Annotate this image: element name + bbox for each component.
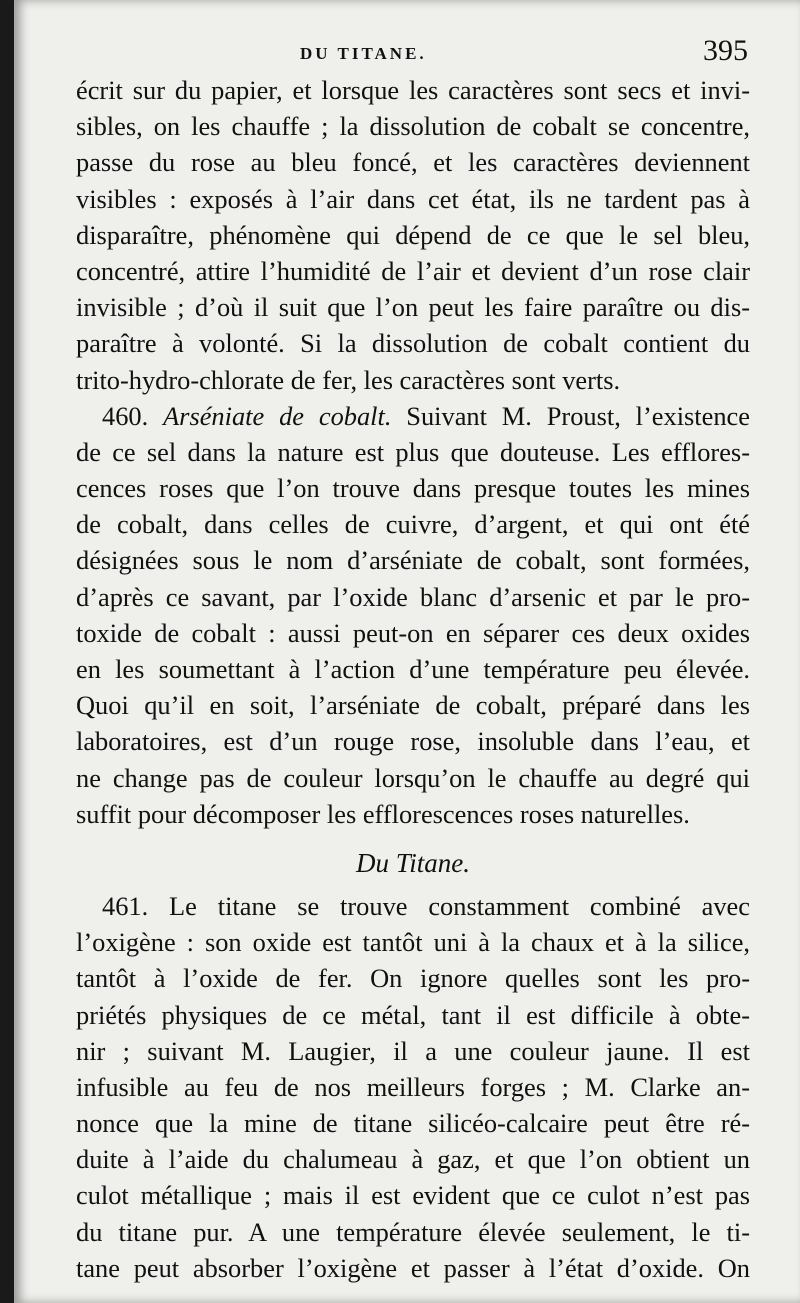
article-title: Arséniate de cobalt. bbox=[163, 400, 392, 431]
text-line: de ce sel dans la nature est plus que douteuse. Les efflores- bbox=[76, 436, 750, 467]
text-line: cences roses que l’on trouve dans presque toutes les mines bbox=[76, 473, 750, 504]
text-fragment: Suivant M. Proust, l’existence bbox=[406, 400, 750, 431]
text-line: du titane pur. A une température élevée seulement, le ti- bbox=[76, 1216, 750, 1247]
page-number: 395 bbox=[703, 34, 748, 67]
text-line: duite à l’aide du chalumeau à gaz, et que l’on obtient un bbox=[76, 1144, 750, 1175]
running-title: DU TITANE. bbox=[300, 44, 427, 63]
section-title: Du Titane. bbox=[355, 847, 470, 878]
text-line: désignées sous le nom d’arséniate de cobalt, sont formées, bbox=[76, 545, 750, 576]
text-line: tantôt à l’oxide de fer. On ignore quelles sont les pro- bbox=[76, 963, 750, 994]
text-line: priétés physiques de ce métal, tant il est difficile à obte- bbox=[76, 999, 750, 1030]
text-line: Quoi qu’il en soit, l’arséniate de cobalt, préparé dans les bbox=[76, 690, 750, 721]
text-line: nonce que la mine de titane silicéo-calcaire peut être ré- bbox=[76, 1108, 750, 1139]
text-line: laboratoires, est d’un rouge rose, insoluble dans l’eau, et bbox=[76, 726, 750, 757]
body-text bbox=[76, 72, 750, 1286]
text-line: visibles : exposés à l’air dans cet état, ils ne tardent pas à bbox=[76, 183, 750, 214]
text-line: disparaître, phénomène qui dépend de ce que le sel bleu, bbox=[76, 219, 750, 250]
paragraph-461-first-line bbox=[76, 888, 750, 924]
text-line: nir ; suivant M. Laugier, il a une couleur jaune. Il est bbox=[76, 1035, 750, 1066]
text-line: trito-hydro-chlorate de fer, les caractères sont verts. bbox=[76, 364, 621, 395]
text-line: l’oxigène : son oxide est tantôt uni à la chaux et à la silice, bbox=[76, 927, 750, 958]
text-line: suffit pour décomposer les efflorescences roses naturelles. bbox=[76, 798, 690, 829]
text-line: sibles, on les chauffe ; la dissolution de cobalt se concentre, bbox=[76, 111, 750, 142]
paragraph-460-first-line bbox=[76, 398, 750, 434]
text-line: culot métallique ; mais il est evident que ce culot n’est pas bbox=[76, 1180, 750, 1211]
text-line: en les soumettant à l’action d’une température peu élevée. bbox=[76, 654, 750, 684]
paragraph-number: 460. bbox=[102, 400, 149, 431]
text-fragment: Le titane se trouve constamment combiné avec bbox=[169, 890, 750, 921]
text-line: infusible au feu de nos meilleurs forges ; M. Clarke an- bbox=[76, 1071, 750, 1102]
text-line: toxide de cobalt : aussi peut-on en séparer ces deux oxides bbox=[76, 617, 750, 648]
text-line: de cobalt, dans celles de cuivre, d’argent, et qui ont été bbox=[76, 509, 750, 540]
text-line: invisible ; d’où il suit que l’on peut les faire paraître ou dis- bbox=[76, 292, 750, 323]
text-line: concentré, attire l’humidité de l’air et devient d’un rose clair bbox=[76, 255, 750, 286]
text-line: ne change pas de couleur lorsqu’on le chauffe au degré qui bbox=[76, 762, 750, 793]
paragraph-number: 461. bbox=[102, 890, 149, 921]
text-line: tane peut absorber l’oxigène et passer à l’état d’oxide. On bbox=[76, 1252, 750, 1283]
text-line: écrit sur du papier, et lorsque les caractères sont secs et invi- bbox=[76, 75, 750, 105]
text-line: d’après ce savant, par l’oxide blanc d’arsenic et par le pro- bbox=[76, 581, 750, 612]
page-header bbox=[0, 28, 800, 68]
text-line: paraître à volonté. Si la dissolution de cobalt contient du bbox=[76, 328, 750, 359]
text-line: passe du rose au bleu foncé, et les caractères deviennent bbox=[76, 147, 750, 178]
